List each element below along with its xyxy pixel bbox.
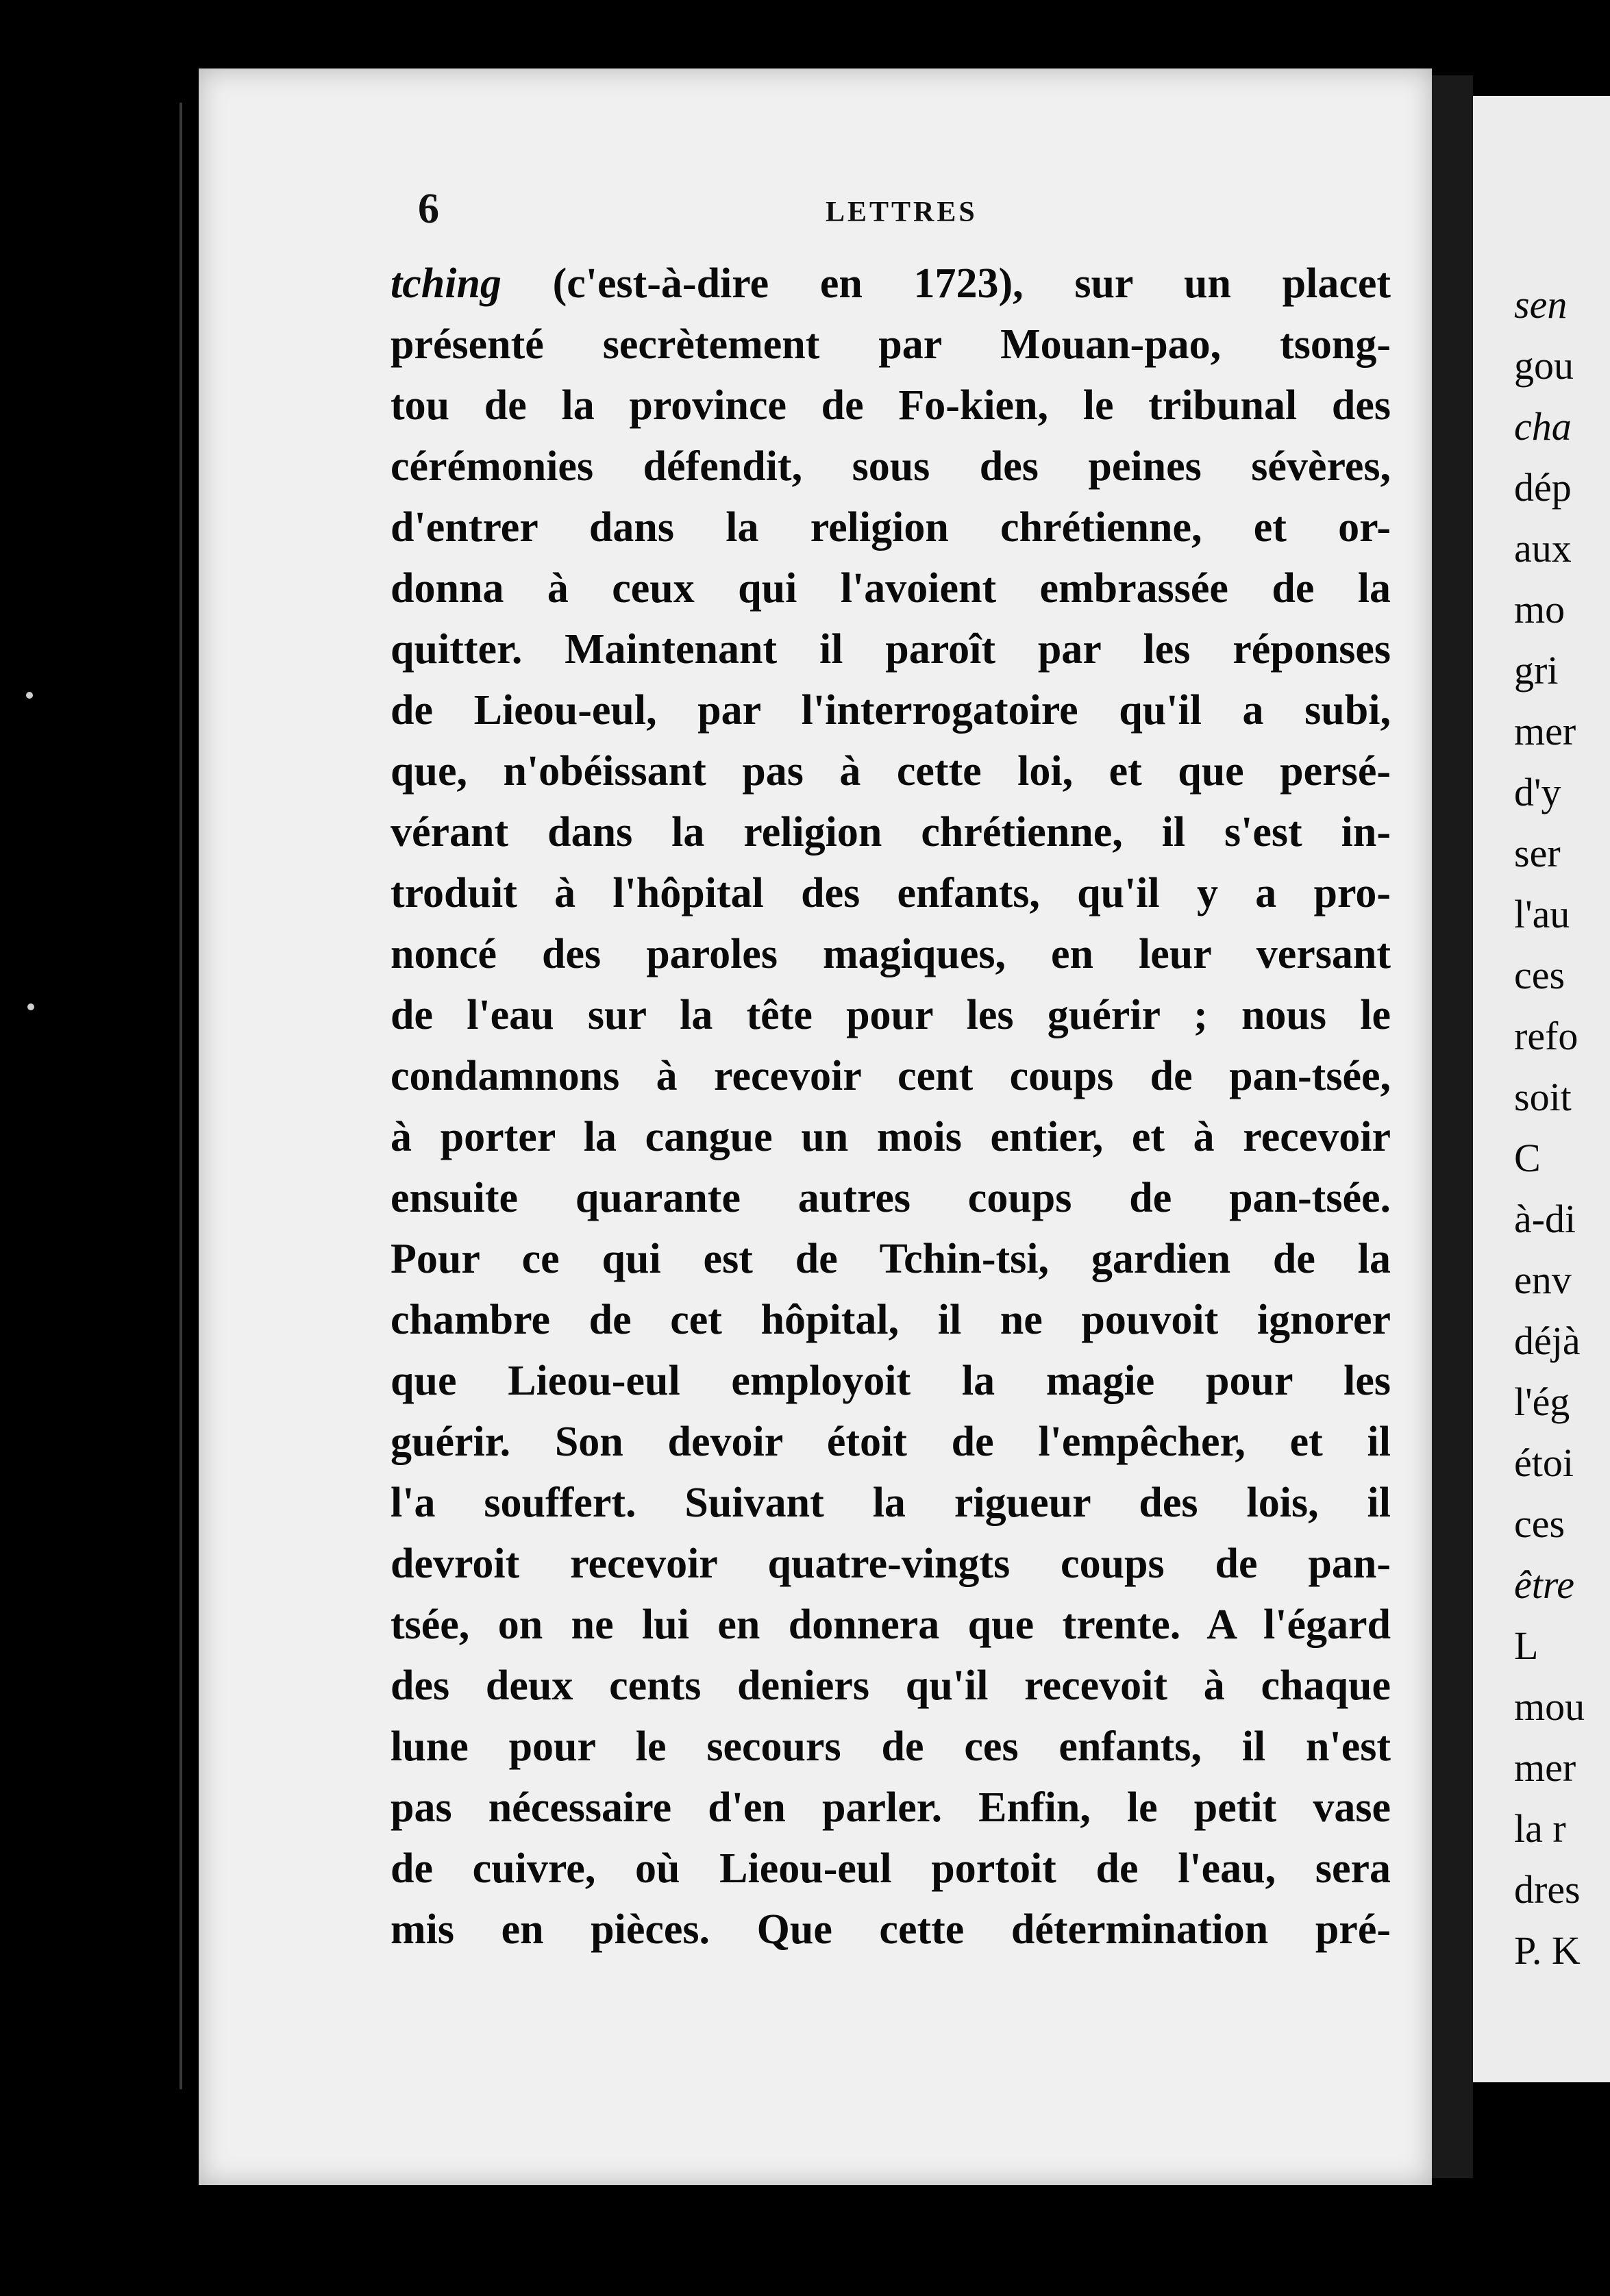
facing-text-line: gri xyxy=(1514,648,1559,692)
facing-text-line: C xyxy=(1514,1136,1541,1180)
facing-text-line: env xyxy=(1514,1258,1572,1302)
facing-text-line: étoi xyxy=(1514,1440,1574,1485)
facing-text-line: l'au xyxy=(1514,892,1570,936)
text-line: que, n'obéissant pas à cette loi, et que persé- xyxy=(391,748,1391,795)
text-line: lune pour le secours de ces enfants, il n'est xyxy=(391,1723,1391,1770)
facing-text-line: dres xyxy=(1514,1867,1581,1912)
facing-text-line: être xyxy=(1514,1562,1575,1607)
text-line: de l'eau sur la tête pour les guérir ; nous le xyxy=(391,992,1391,1038)
text-line: noncé des paroles magiques, en leur versant xyxy=(391,931,1391,977)
facing-text-line: cha xyxy=(1514,404,1572,449)
text-line: de Lieou-eul, par l'interrogatoire qu'il a subi, xyxy=(391,687,1391,734)
text-line: ensuite quarante autres coups de pan-tsée. xyxy=(391,1175,1391,1221)
dust-speck xyxy=(27,1003,34,1010)
facing-text-line: mou xyxy=(1514,1684,1585,1729)
running-title: LETTRES xyxy=(826,197,978,228)
text-line: guérir. Son devoir étoit de l'empêcher, et il xyxy=(391,1419,1391,1465)
text-line: Pour ce qui est de Tchin-tsi, gardien de la xyxy=(391,1236,1391,1282)
gutter-shadow xyxy=(1432,75,1473,2178)
text-line: condamnons à recevoir cent coups de pan-tsée, xyxy=(391,1053,1391,1099)
text-line: mis en pièces. Que cette détermination pré- xyxy=(391,1906,1391,1953)
facing-page-text xyxy=(1514,274,1596,1981)
left-binding-edge xyxy=(179,103,182,2089)
text-line: devroit recevoir quatre-vingts coups de pan- xyxy=(391,1540,1391,1587)
text-line: pas nécessaire d'en parler. Enfin, le petit vase xyxy=(391,1784,1391,1831)
text-line: de cuivre, où Lieou-eul portoit de l'eau, sera xyxy=(391,1845,1391,1892)
text-line: tou de la province de Fo-kien, le tribunal des xyxy=(391,382,1391,429)
text-line: cérémonies défendit, sous des peines sévères, xyxy=(391,443,1391,490)
body-text xyxy=(391,253,1391,1960)
text-line: présenté secrètement par Mouan-pao, tsong- xyxy=(391,321,1391,368)
dust-speck xyxy=(26,692,33,699)
text-line: des deux cents deniers qu'il recevoit à chaque xyxy=(391,1662,1391,1709)
text-line: à porter la cangue un mois entier, et à recevoir xyxy=(391,1114,1391,1160)
text-line: l'a souffert. Suivant la rigueur des lois, il xyxy=(391,1480,1391,1526)
text-line: tching (c'est-à-dire en 1723), sur un placet xyxy=(391,260,1391,307)
facing-text-line: sen xyxy=(1514,282,1568,327)
facing-text-line: soit xyxy=(1514,1075,1572,1119)
facing-text-line: mo xyxy=(1514,587,1565,632)
text-line: tsée, on ne lui en donnera que trente. A l'égard xyxy=(391,1601,1391,1648)
text-line: troduit à l'hôpital des enfants, qu'il y a pro- xyxy=(391,870,1391,916)
facing-text-line: mer xyxy=(1514,709,1576,753)
facing-text-line: ser xyxy=(1514,831,1561,875)
facing-text-line: déjà xyxy=(1514,1319,1581,1363)
text-line: donna à ceux qui l'avoient embrassée de la xyxy=(391,565,1391,612)
text-line: d'entrer dans la religion chrétienne, et or- xyxy=(391,504,1391,551)
facing-text-line: la r xyxy=(1514,1806,1566,1851)
facing-text-line: aux xyxy=(1514,526,1572,571)
facing-text-line: ces xyxy=(1514,1501,1565,1546)
text-line: chambre de cet hôpital, il ne pouvoit ignorer xyxy=(391,1297,1391,1343)
text-line: que Lieou-eul employoit la magie pour les xyxy=(391,1358,1391,1404)
page-number: 6 xyxy=(418,186,439,232)
text-line: quitter. Maintenant il paroît par les réponses xyxy=(391,626,1391,673)
facing-text-line: dép xyxy=(1514,465,1572,510)
facing-text-line: refo xyxy=(1514,1014,1578,1058)
facing-text-line: L xyxy=(1514,1623,1539,1668)
facing-text-line: à-di xyxy=(1514,1197,1576,1241)
facing-text-line: P. K xyxy=(1514,1928,1581,1973)
facing-text-line: gou xyxy=(1514,343,1574,388)
facing-text-line: d'y xyxy=(1514,770,1561,814)
facing-text-line: ces xyxy=(1514,953,1565,997)
facing-text-line: mer xyxy=(1514,1745,1576,1790)
facing-text-line: l'ég xyxy=(1514,1380,1570,1424)
text-line: vérant dans la religion chrétienne, il s'est in- xyxy=(391,809,1391,856)
